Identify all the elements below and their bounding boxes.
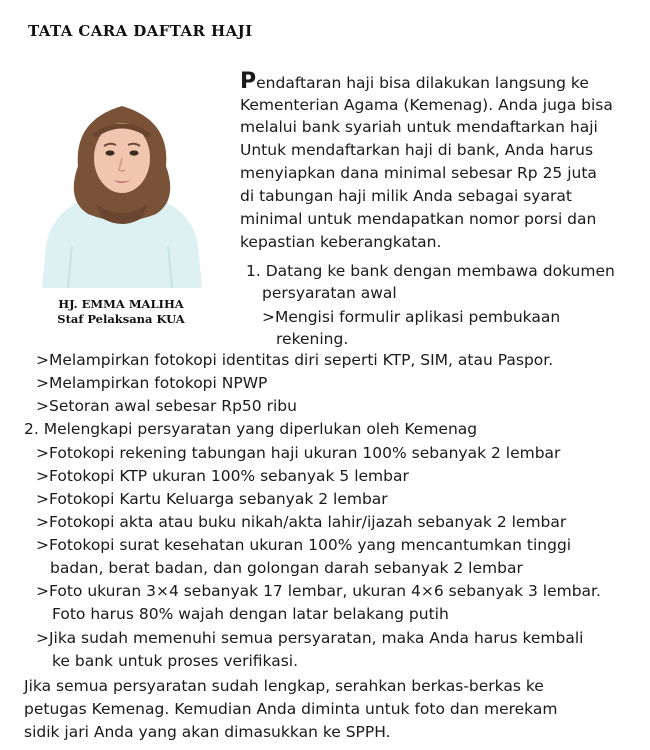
intro-line-first [240, 69, 589, 94]
closing-line: sidik jari Anda yang akan dimasukkan ke SPPH. [24, 723, 391, 741]
page-title: TATA CARA DAFTAR HAJI [28, 22, 253, 40]
intro-line: minimal untuk mendapatkan nomor porsi dan [240, 210, 597, 228]
step2-item: >Jika sudah memenuhi semua persyaratan, maka Anda harus kembali [36, 629, 584, 647]
step1-heading-cont: persyaratan awal [262, 284, 397, 302]
intro-line: kepastian keberangkatan. [240, 233, 442, 251]
profile-role: Staf Pelaksana KUA [57, 312, 185, 326]
closing-line: petugas Kemenag. Kemudian Anda diminta untuk foto dan merekam [24, 700, 558, 718]
step2-item: >Fotokopi rekening tabungan haji ukuran 100% sebanyak 2 lembar [36, 444, 561, 462]
step1-heading: 1. Datang ke bank dengan membawa dokumen [246, 262, 615, 280]
step2-item-cont: Foto harus 80% wajah dengan latar belakang putih [52, 605, 449, 623]
step1-item: >Melampirkan fotokopi identitas diri seperti KTP, SIM, atau Paspor. [36, 351, 554, 369]
profile-photo [38, 96, 206, 288]
intro-line: menyiapkan dana minimal sebesar Rp 25 juta [240, 164, 597, 182]
portrait-illustration [38, 96, 206, 288]
step2-item: >Foto ukuran 3×4 sebanyak 17 lembar, ukuran 4×6 sebanyak 3 lembar. [36, 582, 601, 600]
step1-subitem-cont: rekening. [276, 330, 349, 348]
intro-line: melalui bank syariah untuk mendaftarkan haji [240, 118, 598, 136]
step2-item-cont: badan, berat badan, dan golongan darah sebanyak 2 lembar [50, 559, 523, 577]
step2-heading: 2. Melengkapi persyaratan yang diperlukan oleh Kemenag [24, 420, 478, 438]
step2-item: >Fotokopi akta atau buku nikah/akta lahir/ijazah sebanyak 2 lembar [36, 513, 567, 531]
intro-line: di tabungan haji milik Anda sebagai syarat [240, 187, 572, 205]
step1-item: >Melampirkan fotokopi NPWP [36, 374, 268, 392]
step2-item: >Fotokopi Kartu Keluarga sebanyak 2 lembar [36, 490, 388, 508]
profile-caption [30, 297, 212, 327]
intro-first-rest: endaftaran haji bisa dilakukan langsung ke [256, 74, 589, 92]
step2-item: >Fotokopi KTP ukuran 100% sebanyak 5 lembar [36, 467, 409, 485]
profile-name: HJ. EMMA MALIHA [58, 297, 184, 311]
drop-cap: P [240, 69, 257, 94]
intro-line: Untuk mendaftarkan haji di bank, Anda harus [240, 141, 594, 159]
step2-item: >Fotokopi surat kesehatan ukuran 100% yang mencantumkan tinggi [36, 536, 572, 554]
step1-subitem: >Mengisi formulir aplikasi pembukaan [262, 308, 561, 326]
step1-item: >Setoran awal sebesar Rp50 ribu [36, 397, 297, 415]
closing-line: Jika semua persyaratan sudah lengkap, serahkan berkas-berkas ke [24, 677, 544, 695]
intro-line: Kementerian Agama (Kemenag). Anda juga bisa [240, 96, 613, 114]
step2-item-cont: ke bank untuk proses verifikasi. [52, 652, 299, 670]
